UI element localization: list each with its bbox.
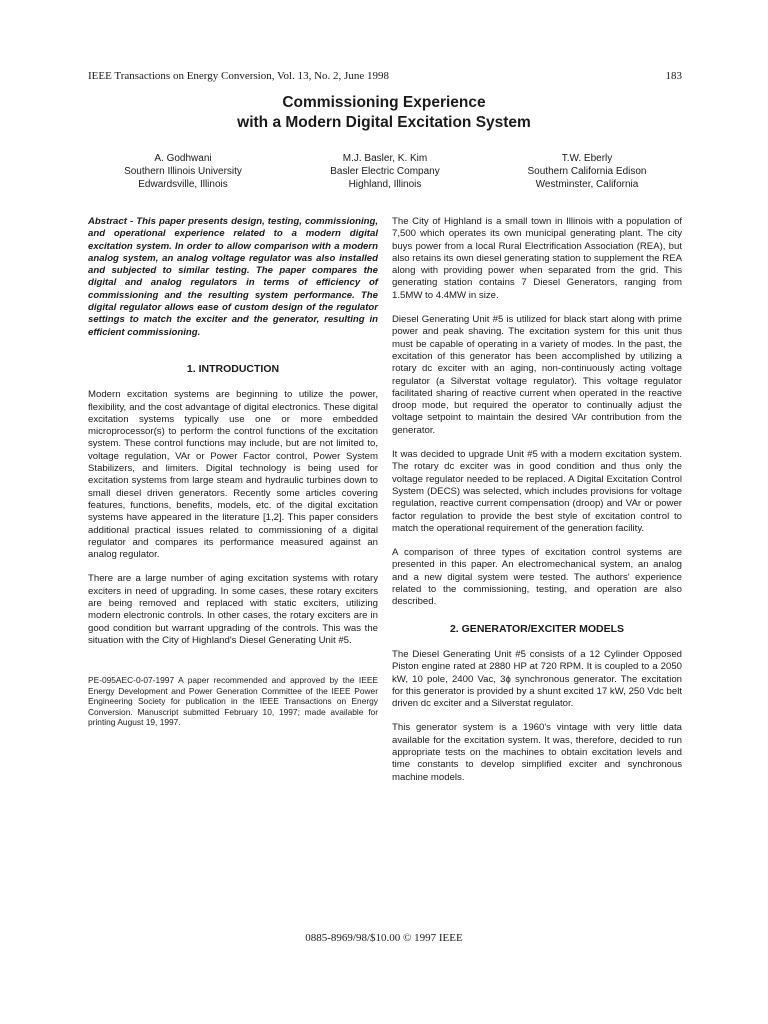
section-heading-generator-exciter-models: 2. GENERATOR/EXCITER MODELS [449,622,625,635]
author-location: Westminster, California [535,179,639,190]
author-block [88,152,682,191]
author-affiliation: Southern Illinois University [124,166,242,177]
paragraph: This generator system is a 1960's vintage with very little data available for the excitation system. It was, therefore, decided to run appropriate tests on the machines to obtain excitation levels and time constants to develop simplified exciter and synchronous machine models. [392,722,682,783]
right-column [392,216,682,796]
author-name: T.W. Eberly [561,153,613,164]
footnote [88,675,378,728]
paragraph: There are a large number of aging excitation systems with rotary exciters in need of upgrading. In some cases, these rotary exciters are being removed and replaced with static exciters, utilizing modern electronic controls. In other cases, the rotary exciters are in good condition but warrant upgrading of the controls. This was the situation with the City of Highland's Diesel Generating Unit #5. [88,573,378,646]
title-line-2: with a Modern Digital Excitation System [237,114,531,131]
paragraph: Diesel Generating Unit #5 is utilized for black start along with prime power and peak shaving. The excitation system for this unit thus must be capable of operating in a variety of modes. In the past, the excitation of this generator has been accomplished by utilizing a rotary dc exciter with an aging, non-continuously acting voltage regulator (a Silverstat voltage regulator). This voltage regulator facilitated sharing of reactive current when operated in the reactive droop mode, but required the operator to continually adjust the voltage setpoint to maintain the desired VAr contribution from the generator. [392,314,682,436]
footnote-text: PE-095AEC-0-07-1997 A paper recommended and approved by the IEEE Energy Development and Power Generation Committee of the IEEE Power Engineering Society for publication in the IEEE Transactions on Energy Conversion. Manuscript submitted February 10, 1997; made available for printing August 19, 1997. [88,675,378,728]
author-name: M.J. Basler, K. Kim [342,153,428,164]
copyright-footer: 0885-8969/98/$10.00 © 1997 IEEE [305,932,463,944]
author-affiliation: Basler Electric Company [330,166,440,177]
author-location: Highland, Illinois [348,179,422,190]
author-1 [88,152,278,191]
paragraph: The Diesel Generating Unit #5 consists of a 12 Cylinder Opposed Piston engine rated at 2880 HP at 720 RPM. It is coupled to a 2050 kW, 10 pole, 2400 Vac, 3ϕ synchronous generator. The excitation for this generator is provided by a shunt excited 17 kW, 250 Vdc belt driven dc exciter and a Silverstat regulator. [392,648,682,710]
running-header [88,70,682,82]
paper-title [0,93,768,133]
paragraph: A comparison of three types of excitation control systems are presented in this paper. An electromechanical system, an analog and a new digital system were tested. The authors' experience related to the commissioning, testing, and operation are also described. [392,547,682,608]
abstract: Abstract - This paper presents design, testing, commissioning, and operational experience related to a modern digital excitation system. In order to allow comparison with a modern analog system, an analog voltage regulator was also installed and subjected to similar testing. The paper compares the digital and analog regulators in terms of efficiency of commissioning and the resulting system performance. The digital regulator allows ease of custom design of the regulator settings to match the exciter and the generator, resulting in efficient commissioning. [88,216,378,338]
paragraph: The City of Highland is a small town in Illinois with a population of 7,500 which operates its own municipal generating plant. The city buys power from a local Rural Electrification Association (REA), but also retains its own diesel generating station to supplement the REA along with providing power when separated from the grid. This generating station contains 7 Diesel Generators, ranging from 1.5MW to 4.4MW in size. [392,216,682,301]
paragraph: It was decided to upgrade Unit #5 with a modern excitation system. The rotary dc exciter was in good condition and thus only the voltage regulator needed to be replaced. A Digital Excitation Control System (DECS) was selected, which includes provisions for voltage regulation, reactive current compensation (droop) and VAr or power factor regulation to provide the best style of excitation control to match the operational requirement of the generation facility. [392,449,682,534]
author-affiliation: Southern California Edison [527,166,647,177]
page-number: 183 [665,70,682,82]
title-line-1: Commissioning Experience [282,94,486,111]
section-heading-introduction: 1. INTRODUCTION [186,362,280,375]
left-column [88,216,378,728]
paragraph: Modern excitation systems are beginning to utilize the power, flexibility, and the cost advantage of digital electronics. These digital excitation systems typically use one or more embedded microprocessor(s) to perform the control functions of the excitation system. These control functions may include, but are not limited to, voltage regulation, VAr or Power Factor control, Power System Stabilizers, and limiters. Digital technology is being used for excitation systems from large steam and hydraulic turbines down to small diesel driven generators. Recently some articles covering features, functions, benefits, models, etc. of the digital excitation systems have appeared in the literature [1,2]. This paper considers additional practical issues related to commissioning of a digital regulator and compares its performance measured against an analog regulator. [88,389,378,561]
journal-citation: IEEE Transactions on Energy Conversion, Vol. 13, No. 2, June 1998 [88,70,389,82]
author-location: Edwardsville, Illinois [138,179,228,190]
author-2 [290,152,480,191]
author-name: A. Godhwani [154,153,212,164]
author-3 [492,152,682,191]
